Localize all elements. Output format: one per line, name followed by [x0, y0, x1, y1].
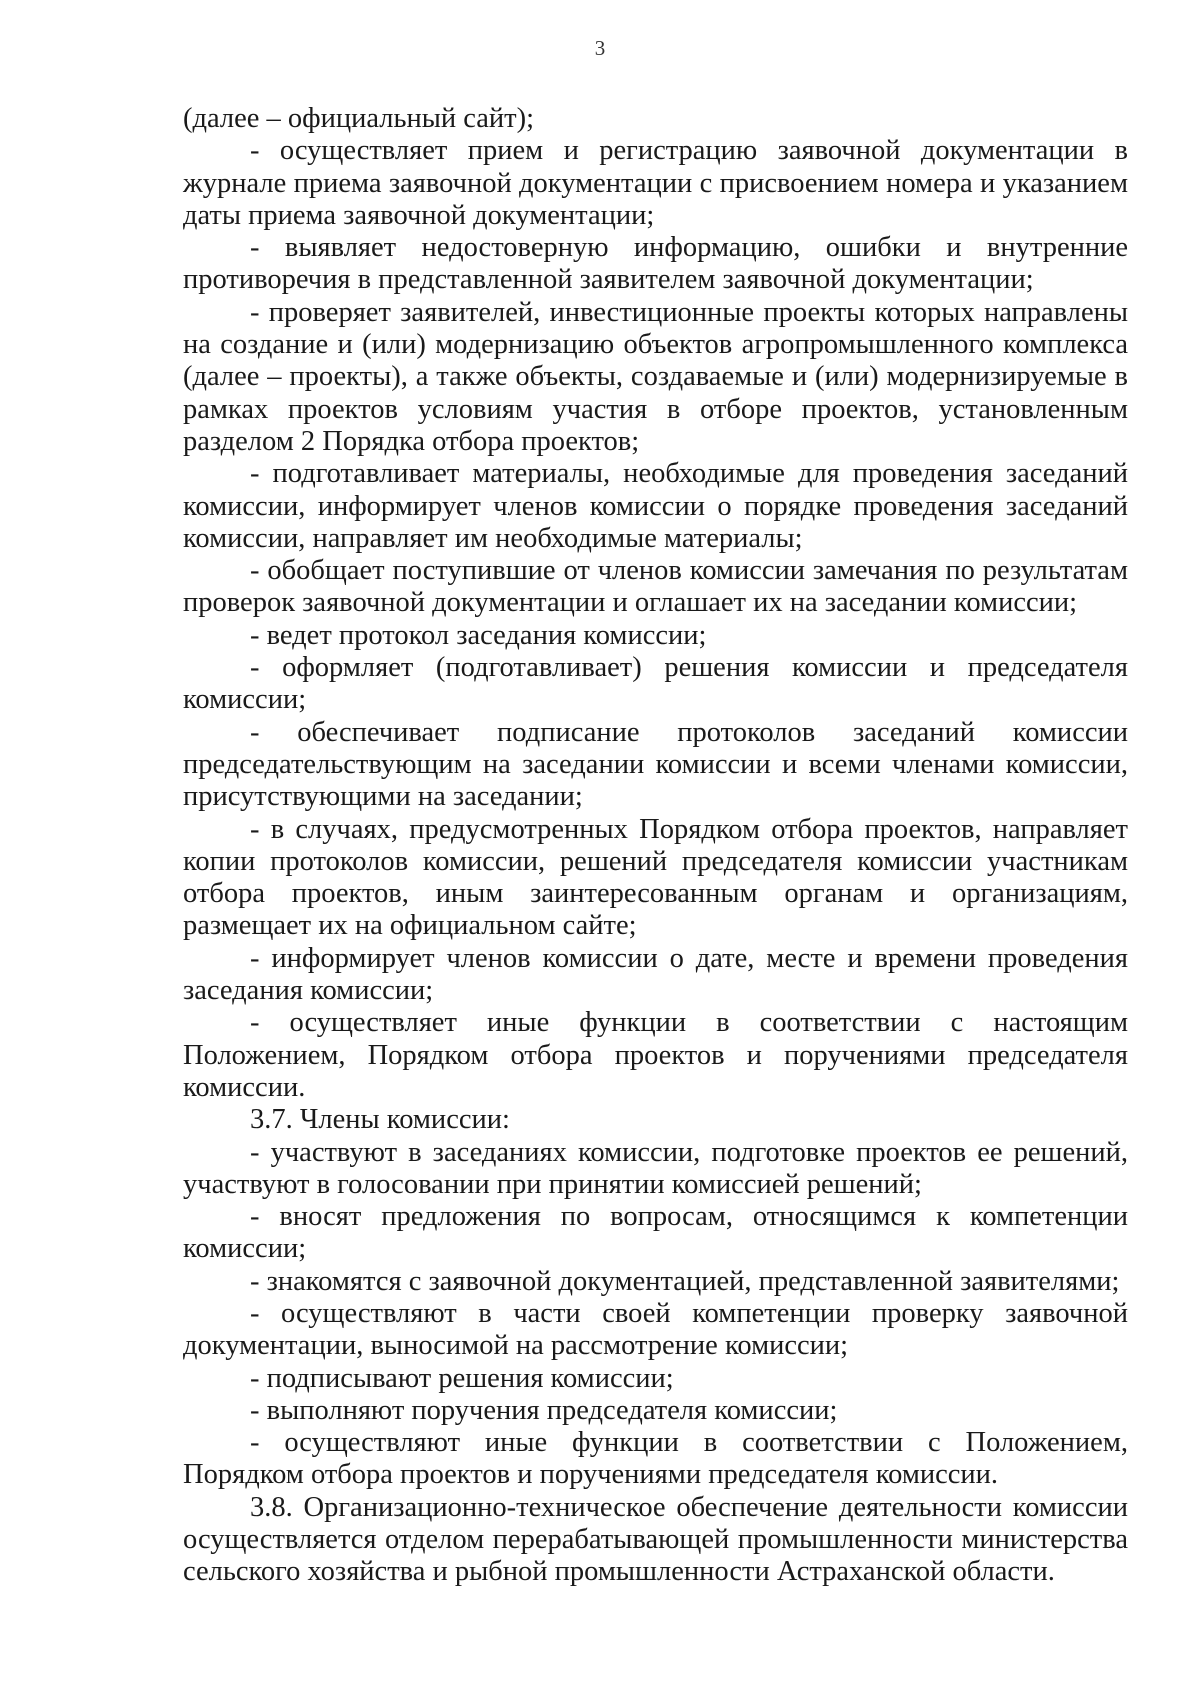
paragraph: - осуществляют иные функции в соответствии с Положением, Порядком отбора проектов и поручениями председателя комиссии. — [183, 1427, 1128, 1491]
paragraph: 3.8. Организационно-техническое обеспечение деятельности комиссии осуществляется отделом перерабатывающей промышленности министерства сельского хозяйства и рыбной промышленности Астраханской области. — [183, 1491, 1128, 1588]
paragraph: - знакомятся с заявочной документацией, представленной заявителями; — [250, 1265, 1120, 1297]
paragraph: - подписывают решения комиссии; — [250, 1362, 674, 1394]
paragraph: - выявляет недостоверную информацию, ошибки и внутренние противоречия в представленной заявителем заявочной документации; — [183, 232, 1128, 296]
paragraph: - осуществляют в части своей компетенции проверку заявочной документации, выносимой на рассмотрение комиссии; — [183, 1297, 1128, 1362]
paragraph: - обеспечивает подписание протоколов заседаний комиссии председательствующим на заседании комиссии и всеми членами комиссии, присутствующими на заседании; — [183, 716, 1128, 813]
paragraph: - осуществляет прием и регистрацию заявочной документации в журнале приема заявочной документации с присвоением номера и указанием даты приема заявочной документации; — [183, 135, 1128, 231]
paragraph: - проверяет заявителей, инвестиционные проекты которых направлены на создание и (или) модернизацию объектов агропромышленного комплекса (далее – проекты), а также объекты, создаваемые и (или) модернизируемые в рамках проектов условиям участия в отборе проектов, установленным разделом 2 Порядка отбора проектов; — [183, 296, 1128, 457]
paragraph: - осуществляет иные функции в соответствии с настоящим Положением, Порядком отбора проектов и поручениями председателя комиссии. — [183, 1007, 1128, 1103]
paragraph: - участвуют в заседаниях комиссии, подготовке проектов ее решений, участвуют в голосовании при принятии комиссией решений; — [183, 1136, 1128, 1200]
paragraph: - оформляет (подготавливает) решения комиссии и председателя комиссии; — [183, 652, 1128, 716]
document-body — [183, 103, 1128, 1589]
paragraph: - подготавливает материалы, необходимые для проведения заседаний комиссии, информирует членов комиссии о порядке проведения заседаний комиссии, направляет им необходимые материалы; — [183, 458, 1128, 554]
page-number: 3 — [594, 36, 606, 60]
paragraph: - обобщает поступившие от членов комиссии замечания по результатам проверок заявочной документации и оглашает их на заседании комиссии; — [183, 555, 1128, 619]
paragraph: - вносят предложения по вопросам, относящимся к компетенции комиссии; — [183, 1201, 1128, 1265]
paragraph: - выполняют поручения председателя комиссии; — [250, 1394, 838, 1426]
paragraph: - ведет протокол заседания комиссии; — [250, 619, 707, 651]
paragraph: - информирует членов комиссии о дате, месте и времени проведения заседания комиссии; — [183, 942, 1128, 1007]
paragraph: - в случаях, предусмотренных Порядком отбора проектов, направляет копии протоколов комиссии, решений председателя комиссии участникам отбора проектов, иным заинтересованным органам и организациям, размещает их на официальном сайте; — [183, 813, 1128, 942]
paragraph: 3.7. Члены комиссии: — [250, 1104, 510, 1136]
paragraph: (далее – официальный сайт); — [183, 103, 535, 134]
